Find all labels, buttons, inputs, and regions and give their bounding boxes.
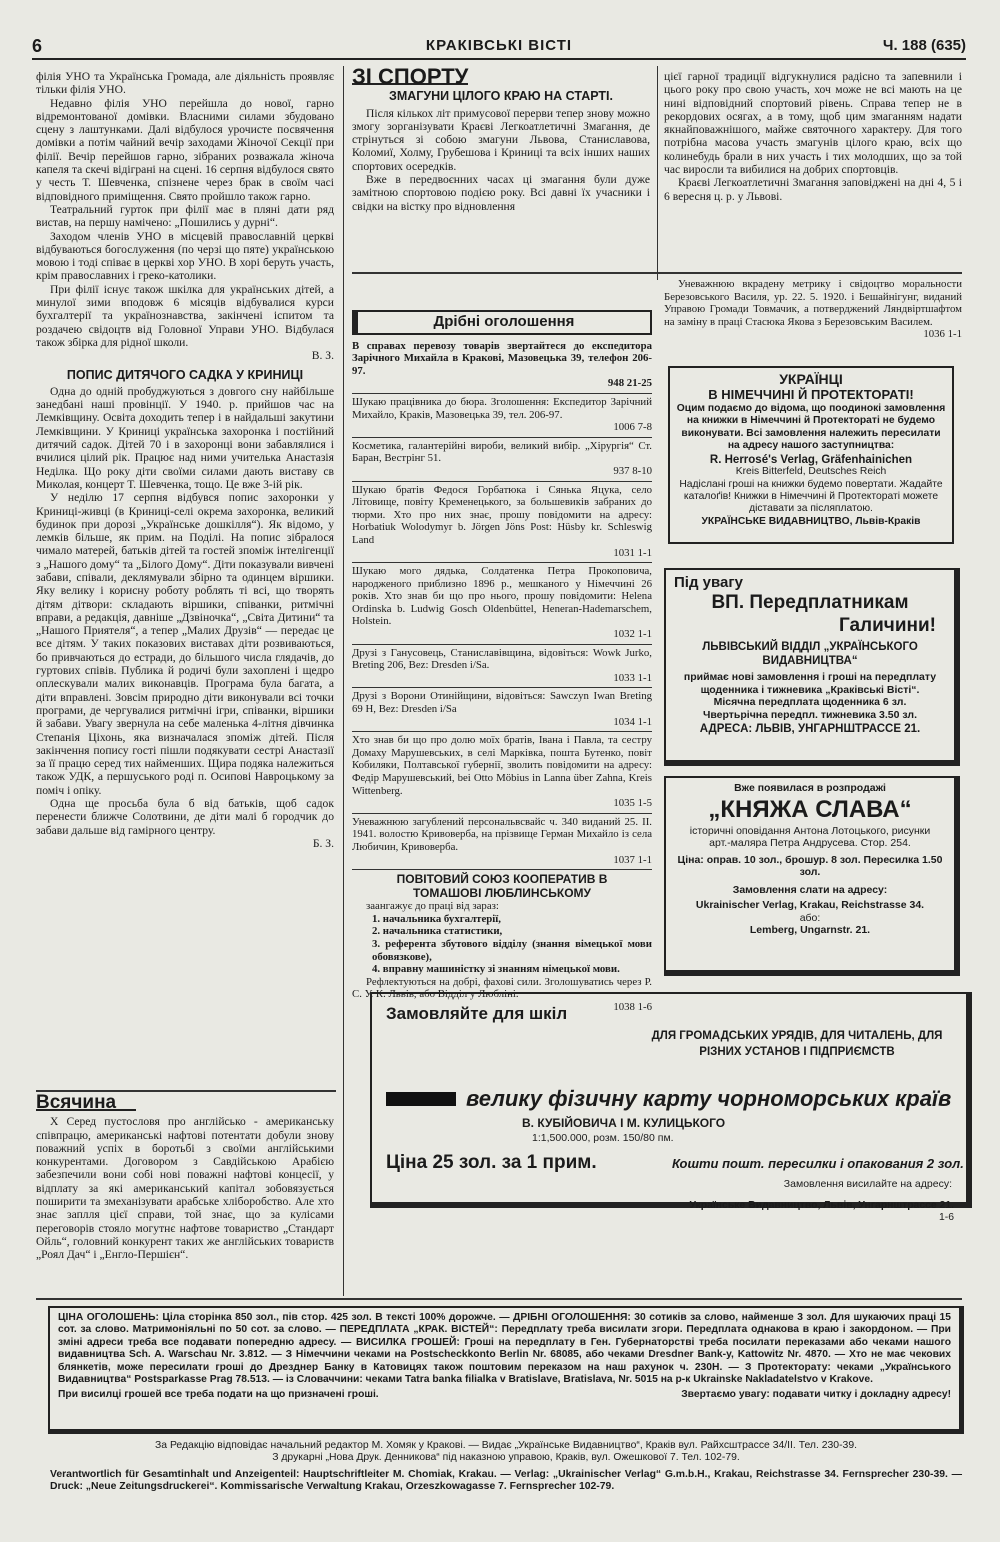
ad-code: 1036 1-1 [923, 328, 962, 341]
article-title: ПОПИС ДИТЯЧОГО САДКА У КРИНИЦІ [66, 367, 304, 382]
ad-line: приймає нові замовлення і гроші на передплату щоденника і тижневика „Краківські Вісті“. [683, 671, 937, 696]
ad-line: Галичини! [838, 615, 936, 636]
price-footer-left: При висилці грошей все треба подати на що призначені гроші. [58, 1389, 379, 1401]
coop-closing: Рефлектуються на добрі, фахові сили. Зголошуватись через Р. С. У. К. Львів, або Відділ у Любліні. [352, 975, 652, 1001]
book-order: Замовлення слати на адресу: [732, 883, 888, 896]
coop-list-item: 1. начальника бухгалтерії, [372, 912, 501, 925]
article-paragraph: цієї гарної традиції відгукнулися радісно та запевнили і цього року про свою участь, хоч може не всі мають на це нині відповідний спортовий рівень. Справа тепер не в рекордових осягах, а в тому, щоб цим змаганням надати якнайповажнішого, майже святочного характеру. Для того потрібна масова участь змагунів цілого краю, всіх що колинебудь брали в них участь і тих молодших, що за той час виросли та вибилися на добрих спортовців. [664, 70, 962, 177]
page-header [32, 36, 966, 60]
map-scale: 1:1,500.000, розм. 150/80 пм. [532, 1132, 674, 1144]
ad-text: Косметика, галантерійні вироби, великий вибір. „Хірургія“ Ст. Баран, Вестрінг 51. [352, 439, 652, 465]
ad-line: Чвертьрічна передпл. тижневика 3.50 зл. [702, 709, 918, 721]
black-bar-decoration [386, 1092, 456, 1106]
ad-code: 1037 1-1 [613, 853, 652, 866]
ad-text: Друзі з Ганусовець, Станиславівщина, відовіться: Wowk Jurko, Breting 206, Bez: Dresden i/Sa. [352, 646, 652, 672]
price-footer [58, 1389, 951, 1401]
price-text: ЦІНА ОГОЛОШЕНЬ: Ціла сторінка 850 зол., пів стор. 425 зол. В тексті 100% дорожче. — ДРІБНІ ОГОЛОШЕННЯ: 30 сотиків за слово, найменше 3 зол. Для шукаючих праці 15 сот. за слово. Матримоніяльні по 50 сот. за слово. — ПЕРЕДПЛАТА „КРАК. ВІСТЕЙ“: Передплату треба висилати згори. Передплата однакова в краю і закордоном. — При зміні адреси треба все подавати попередню адресу. — ВИСИЛКА ГРОШЕЙ: Гроші на передплату в Ген. Губернаторстві треба посилати переказами або чеками нашого видавництва Sch. A. Warschau Nr. 3.812. — З Німеччини чеками на Postscheckkonto Berlin Nr. 68085, або чеками Dresdner Bank-у, Kattowitz Nr. 4870. — Хто не має чекових блянкетів, може пересилати гроші до Дрезднер Банку в Катовицях також поштовим переказом на наш рахунок ч. 230Н. — З Протекторату: чеками „Українського Видавництва“ Postsparkasse Prag 78.513. — із Словаччини: чеками Tatra banka filialka v Bratislave, Bratislava, Nr. 5015 на р-к Ukrainske Nakladatelstvo v Krakove. [58, 1312, 951, 1386]
small-ad [352, 438, 652, 482]
column-divider [657, 66, 658, 280]
article-paragraph: Одна до одній пробуджуються з довгого сну найбільше занедбані наші провінції. У 1940. р. прийшов час на Лемківщину. Освіта доходить тепер і в найдальші закутини Лемківщини. У Криниці українська захоронка і постійний дитячий садок. Дітей 70 і в захоронці вони забавлялися і вчилися цілий рік. Працює над ними учителька Анастазія Неділка. Що року діти своїми силами дають виставу св Миколая, концерт Т. Шевченка, тощо. Це вже 3-ій рік. [36, 384, 334, 491]
ad-code: 1035 1-5 [613, 797, 652, 810]
ad-text: В справах перевозу товарів звертайтеся до експедитора Зарічного Михайла в Кракові, Мазовецька 39, телефон 206-97. [352, 339, 652, 377]
sport-section-title: ЗІ СПОРТУ [352, 64, 469, 89]
map-price: Ціна 25 зол. за 1 прим. [386, 1152, 597, 1173]
book-address: Ukrainischer Verlag, Krakau, Reichstrasse 34. [695, 899, 925, 911]
coop-list-item: 4. вправну машиністку зі знанням німецької мови. [372, 963, 620, 976]
article-paragraph: Одна ще просьба була б від батьків, щоб садок перенести ближче Солотвини, де діти малі б городчик до забави дальше від гамірного центру. [36, 797, 334, 837]
notice-text: Уневажнюю вкрадену метрику і свідоцтво моральности Березовського Василя, ур. 22. 5. 1920. і Бешайнігунг, виданий Управою Громади Товмачик, а потверджений Ляндвіртшафтом на заміну в праці Стасюка Якова з Березовським Василем. [664, 278, 962, 328]
map-ad [370, 992, 972, 1208]
small-ad [352, 688, 652, 732]
sport-continuation [664, 70, 962, 268]
section-divider [352, 272, 962, 274]
article-paragraph: Після кількох літ примусової перерви тепер знову можно змогу зорганізувати Краєві Легкоатлетичні Змагання, де стрінуться зі собою змагуни Львова, Станиславова, Коломиї, Холму, Грубешова і Криниці та всіх інших наших спортових осередків. [352, 106, 650, 173]
sport-column [352, 64, 650, 268]
book-desc: історичні оповідання Антона Лотоцького, рисунки арт.-маляра Петра Андрусева. Стор. 254. [689, 824, 931, 849]
ad-line: АДРЕСА: ЛЬВІВ, УНГАРНШТРАССЕ 21. [699, 723, 921, 735]
price-footer-right: Звертаємо увагу: подавати читку і докладну адресу! [681, 1389, 951, 1401]
map-ad-line [386, 1086, 952, 1112]
ad-code: 1006 7-8 [613, 421, 652, 434]
book-price: Ціна: оправ. 10 зол., брошур. 8 зол. Пересилка 1.50 зол. [677, 853, 943, 878]
left-column [36, 70, 334, 1094]
issue-number: Ч. 188 (635) [882, 37, 966, 54]
ad-line: Місячна передплата щоденника 6 зл. [713, 696, 907, 708]
book-or: або: [799, 911, 821, 924]
imprint-line: Verantwortlich für Gesamtinhalt und Anzeigenteil: Hauptschriftleiter M. Chomiak, Krakau. — Verlag: „Ukrainischer Verlag“ G.m.b.H., Krakau, Reichstrasse 34. Fernsprecher 230-39. — Druck: „Neue Zeitungsdruckerei“. Kommissarische Verwaltung Krakau, Orzeszkowagasse 7. Fernsprecher 102-79. [50, 1468, 962, 1493]
ad-firm: R. Herrosé's Verlag, Gräfenhainichen [709, 454, 913, 467]
ad-text: Шукаю працівника до бюра. Зголошення: Експедитор Зарічний Михайло, Краків, Мазовецька 39, тел. 206-97. [352, 395, 652, 421]
article-paragraph: філія УНО та Українська Громада, але діяльність проявляє тільки філія УНО. [36, 70, 334, 97]
ad-text: Шукаю братів Федося Горбатюка і Сянька Яцука, село Літовище, повіту Кременецького, за большевиків забраних до тюрми. Хто про них знає, прошу повідомити на адресу: Horbatiuk Wolodymyr b. Jörgen Jöns Post: Hüsby kr. Schleswig Land [352, 483, 652, 546]
article-paragraph: При філії існує також шкілка для українських дітей, а минулої зими вподовж 6 місяців відбувалися курси бухгалтерії та українознавства, закінчені іспитом та роздачею свідоцтв від Головної Управи УНО. Відбулася також збірка для рідної школи. [36, 282, 334, 349]
ad-subtitle: В НІМЕЧЧИНІ Й ПРОТЕКТОРАТІ! [708, 387, 914, 402]
imprint [50, 1440, 962, 1516]
price-notice [48, 1306, 964, 1434]
ad-code: 1-6 [938, 1212, 954, 1224]
misc-title: Всячина [36, 1096, 136, 1111]
ad-note: Надіслані гроші на книжки будемо повертати. Жадайте каталоґів! Книжки в Німеччині й Протектораті можете діставати за післяплатою. [679, 478, 943, 515]
ad-code: 1032 1-1 [613, 628, 652, 641]
small-ads [352, 310, 652, 1013]
ad-intro: Вже появилася в розпродажі [734, 782, 886, 794]
sport-article-title: ЗМАГУНИ ЦІЛОГО КРАЮ НА СТАРТІ. [389, 89, 613, 104]
small-ad [352, 394, 652, 438]
ad-code: 1031 1-1 [613, 546, 652, 559]
newspaper-name: КРАКІВСЬКІ ВІСТІ [425, 37, 573, 54]
misc-paragraph: Х Серед пустословя про англійсько - американську співпрацю, американські нафтові потентати добули знову поважний успіх в боротьбі з своїми англійськими конкурентами. Договором з Савдійською Арабією забезпечили вони собі нові поважні нафтові концесії, у відплату за які американський капітал зобовязується поширити та змеханізувати арабське хліборобство. Але хто знає заплля цієї справи, той знає, що за кулісами переговорів стояло могутнє нафтове товариство „Стандарт Ойль“, головний конкурент таких же англійських товариств „Роял Дач“ і „Енгло-Першієн“. [36, 1115, 334, 1262]
small-ad [352, 732, 652, 814]
small-ad [352, 814, 652, 870]
article-paragraph: Вже в передвоєнних часах ці змагання були дуже замітною спортовою подією року. Всі давні їх учасники і свідки на вістку про відновлення [352, 173, 650, 213]
subscribers-ad [664, 568, 960, 766]
map-shipping: Кошти пошт. пересилки і опакования 2 зол. [672, 1156, 964, 1171]
small-ad [352, 338, 652, 394]
column-divider [343, 66, 344, 1296]
ad-text: Друзі з Ворони Отинійщини, відовіться: Sawczyn Iwan Breting 69 H, Bez: Dresden i/Sa [352, 690, 652, 716]
lost-documents-notice [664, 278, 962, 360]
article-paragraph: У неділю 17 серпня відбувся попис захоронки у Криниці-живці (в Криниці-селі окрема захоронка, великий будинок при дорозі „Українське дошкілля“). Як відомо, у лемків більше, як прим. на Поділі. На попис зібралося чимало матерей, батьків дітей та гостей зпоміж інтелігенції з „Нашого дому“ та „Білого Дому“. Діти показували вивчені забави, співали, деклямували збірно та одинцем віршики. Яку велику і корисну роботу роблять ті всі, що творять дітям дітвори: складають віршики, співанки, ритмічні вправи, а редакція, давніше „Дзвіночка“, „Світа Дитини“ та „Нашого Приятеля“, а тепер „Малих Друзів“ — передає це все дітям. У таких показових виставах діти розвиваються, бо привчаються до естради, до більшого числа глядачів, до гуртових співів. Публика й родичі були захоплені і щедро оплескували малих виконавців. Програма була багата, а діти вправлені. Зовсім природно діти виконували всі точки програми, де чергувалися ритмічні ігри, співанки, віршики й забави. Увагу звернула на себе маленька 4-літня дівчинка Степанія Ціхонь, яка визначалася зпоміж дітей. Після закінчення попису гості пішли подякувати сестрі Анастазії за її працю серед тих найменших. Щира подяка належиться також УДК, а першуського роді п. Осипові Навроцькому за поміч і опіку. [36, 491, 334, 797]
book-address: Lemberg, Ungarnstr. 21. [749, 924, 871, 936]
ad-text: Хто знав би що про долю моїх братів, Івана і Павла, та сестру Домаху Марушевських, в селі Марківка, пошта Бутенко, повіт Кобиляки, Полтавської губернії, зволить повідомити на адресу: Федір Марушевський, bei Otto Möbius in Lanna über Zahna, Kreis Wittenberg. [352, 734, 652, 797]
book-ad [664, 776, 960, 976]
ad-line: ЛЬВІВСЬКИЙ ВІДДІЛ „УКРАЇНСЬКОГО ВИДАВНИЦТВА“ [702, 641, 918, 667]
article-paragraph: Краєві Легкоатлетичні Змагання заповіджені на дні 4, 5 і 6 вересня ц. р. у Львові. [664, 176, 962, 203]
map-title: велику фізичну карту чорноморських країв [466, 1086, 952, 1111]
ad-title: УКРАЇНЦІ [779, 371, 843, 387]
map-send: Замовлення висилайте на адресу: [783, 1178, 952, 1190]
map-ad-line: Замовляйте для шкіл [386, 1004, 568, 1023]
ad-line: ВП. Передплатникам [711, 592, 909, 613]
article-paragraph: Заходом членів УНО в місцевій православній церкві відбуваються богослуження (по черзі що пяте) українською мовою і тоді співає в церкві хор УНО. В хорі беруть участь, крім православних і греко-католики. [36, 229, 334, 283]
signature: Б. З. [312, 836, 334, 850]
small-ads-heading: Дрібні оголошення [352, 310, 652, 335]
ad-code: 1038 1-6 [613, 1000, 652, 1013]
coop-intro: заангажує до праці від зараз: [366, 900, 499, 913]
article-paragraph: Театральний гурток при філії має в пляні дати ряд вистав, на першу намічено: „Пошились у дурні“. [36, 202, 334, 230]
ad-code: 1033 1-1 [613, 671, 652, 684]
section-divider [36, 1298, 962, 1300]
ad-line: Під увагу [674, 574, 743, 591]
ad-code: 1034 1-1 [613, 715, 652, 728]
map-authors: В. КУБІЙОВИЧА І М. КУЛИЦЬКОГО [522, 1116, 726, 1130]
ad-code: 948 21-25 [607, 377, 652, 390]
ad-firm-address: Kreis Bitterfeld, Deutsches Reich [735, 466, 887, 478]
map-ad-address [600, 1200, 954, 1244]
small-ad [352, 482, 652, 564]
imprint-line: За Редакцію відповідає начальний редактор М. Хомяк у Кракові. — Видає „Українське Видавництво“, Краків вул. Райхсштрассе 34/II. Тел. 230-39. [155, 1440, 857, 1451]
ukrainians-ad [668, 366, 954, 544]
book-title: „КНЯЖА СЛАВА“ [708, 795, 912, 823]
ad-text: Уневажнюю загублений персональвсвайс ч. 340 виданий 25. II. 1941. волостю Кривоверба, на прізвище Герман Михайло із села Любичин, Кривоверба. [352, 815, 652, 853]
signature: В. З. [311, 349, 334, 363]
ad-text: Шукаю мого дядька, Солдатенка Петра Прокоповича, народженого приблизно 1896 р., мешканого у Німеччині 26 років. Хто знав би що про нього, прошу повідомити: Helena Ordinska b. Ludwig Gosch Oldenbüttel, Heneran-Hademarschem, Holstein. [352, 565, 652, 628]
coop-list-item: 2. начальника статистики, [372, 925, 503, 938]
ad-code: 937 8-10 [613, 464, 652, 477]
coop-title: ПОВІТОВИЙ СОЮЗ КООПЕРАТИВ В ТОМАШОВІ ЛЮБЛИНСЬКОМУ [396, 872, 608, 901]
small-ad [352, 563, 652, 645]
misc-section [36, 1092, 334, 1296]
article-paragraph: Недавно філія УНО перейшла до нової, гарно відремонтованої домівки. Власними силами збудовано сцену з лаштунками. Далі відбулося урочисте посвячення домівки а потім чайний вечір заходами Жіночої Секції при філії. Вечір перейшов гарно, зібраних розважала жіноча капеля та скечі відіграні на сцені. 16 серпня відбулося свято у честь Т. Шевченка, спізнене через брак в своїм часі відповідного приміщення. Свято пройшло також гарно. [36, 96, 334, 203]
imprint-line: З друкарні „Нова Друк. Денникова“ під наказною управою, Краків, вул. Ожешкової 7. Тел. 102-79. [272, 1452, 740, 1464]
ad-publisher: УКРАЇНСЬКЕ ВИДАВНИЦТВО, Львів-Краків [701, 515, 921, 527]
coop-list-item: 3. референта збутового відділу (знання вімецької мови обовязкове), [372, 937, 652, 963]
page-number: 6 [32, 36, 43, 56]
small-ad [352, 645, 652, 689]
map-ad-line: ДЛЯ ГРОМАДСЬКИХ УРЯДІВ, ДЛЯ ЧИТАЛЕНЬ, ДЛЯ РІЗНИХ УСТАНОВ І ПІДПРИЄМСТВ [651, 1030, 943, 1058]
ad-body: Оцим подаємо до відома, що поодинокі замовлення на книжки в Німеччині й Протектораті не будемо виконувати. Всі замовлення належить пересилати на адресу нашого заступництва: [676, 403, 946, 451]
map-address: Українське Видавництво, Львів, Унгарнштрассе 21. [689, 1200, 954, 1211]
